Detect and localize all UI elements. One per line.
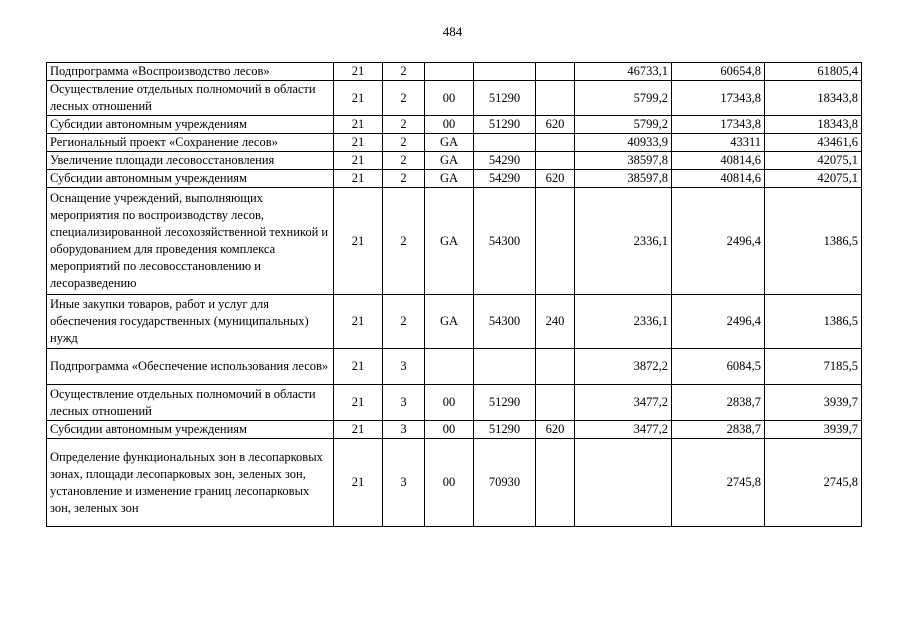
cell-name: Субсидии автономным учреждениям [47, 421, 334, 439]
cell-amount-3: 18343,8 [765, 116, 862, 134]
cell-amount-2: 6084,5 [672, 349, 765, 385]
cell-amount-1: 2336,1 [575, 188, 672, 295]
cell-amount-3: 1386,5 [765, 295, 862, 349]
cell-expense-type [536, 152, 575, 170]
cell-subprogram: 2 [383, 295, 425, 349]
table-row [47, 152, 862, 170]
cell-subprogram: 2 [383, 170, 425, 188]
cell-main-event: 00 [425, 385, 474, 421]
cell-expense-type [536, 188, 575, 295]
cell-amount-3: 18343,8 [765, 81, 862, 116]
cell-amount-1: 38597,8 [575, 170, 672, 188]
cell-amount-1: 2336,1 [575, 295, 672, 349]
cell-program: 21 [334, 188, 383, 295]
cell-expense-type: 620 [536, 116, 575, 134]
cell-subprogram: 3 [383, 439, 425, 527]
cell-name: Осуществление отдельных полномочий в области лесных отношений [47, 81, 334, 116]
cell-program: 21 [334, 116, 383, 134]
cell-name: Подпрограмма «Обеспечение использования лесов» [47, 349, 334, 385]
cell-amount-3: 43461,6 [765, 134, 862, 152]
cell-amount-2: 2496,4 [672, 295, 765, 349]
cell-amount-1: 38597,8 [575, 152, 672, 170]
page-number: 484 [442, 24, 463, 39]
cell-direction: 54290 [474, 152, 536, 170]
table-row [47, 170, 862, 188]
table-row [47, 421, 862, 439]
cell-program: 21 [334, 439, 383, 527]
cell-main-event: 00 [425, 421, 474, 439]
cell-amount-2: 2496,4 [672, 188, 765, 295]
cell-program: 21 [334, 170, 383, 188]
cell-direction [474, 63, 536, 81]
cell-program: 21 [334, 134, 383, 152]
cell-amount-3: 3939,7 [765, 421, 862, 439]
cell-main-event: GA [425, 170, 474, 188]
cell-name: Увеличение площади лесовосстановления [47, 152, 334, 170]
table-row [47, 188, 862, 295]
cell-name: Субсидии автономным учреждениям [47, 170, 334, 188]
table-row [47, 116, 862, 134]
cell-amount-1: 40933,9 [575, 134, 672, 152]
cell-main-event: 00 [425, 81, 474, 116]
cell-expense-type: 620 [536, 421, 575, 439]
cell-amount-3: 42075,1 [765, 152, 862, 170]
cell-main-event: GA [425, 152, 474, 170]
cell-name: Подпрограмма «Воспроизводство лесов» [47, 63, 334, 81]
table-row [47, 81, 862, 116]
cell-program: 21 [334, 349, 383, 385]
cell-direction: 51290 [474, 81, 536, 116]
cell-amount-3: 7185,5 [765, 349, 862, 385]
cell-amount-1: 3872,2 [575, 349, 672, 385]
cell-expense-type [536, 81, 575, 116]
cell-program: 21 [334, 421, 383, 439]
cell-amount-3: 2745,8 [765, 439, 862, 527]
cell-amount-1: 46733,1 [575, 63, 672, 81]
cell-subprogram: 3 [383, 421, 425, 439]
cell-amount-3: 1386,5 [765, 188, 862, 295]
cell-direction: 70930 [474, 439, 536, 527]
cell-expense-type: 240 [536, 295, 575, 349]
cell-direction [474, 134, 536, 152]
cell-direction: 54300 [474, 188, 536, 295]
cell-name: Определение функциональных зон в лесопарковых зонах, площади лесопарковых зон, зеленых зон, установление и изменение границ лесопарковых зон, зеленых зон [47, 439, 334, 527]
table-row [47, 63, 862, 81]
cell-amount-2: 60654,8 [672, 63, 765, 81]
cell-direction [474, 349, 536, 385]
table-row [47, 134, 862, 152]
cell-expense-type: 620 [536, 170, 575, 188]
cell-main-event: GA [425, 188, 474, 295]
table-row [47, 295, 862, 349]
cell-amount-1: 5799,2 [575, 116, 672, 134]
cell-amount-2: 2745,8 [672, 439, 765, 527]
cell-main-event: 00 [425, 439, 474, 527]
cell-program: 21 [334, 63, 383, 81]
cell-subprogram: 2 [383, 63, 425, 81]
cell-main-event: GA [425, 295, 474, 349]
cell-program: 21 [334, 81, 383, 116]
cell-expense-type [536, 439, 575, 527]
cell-direction: 51290 [474, 421, 536, 439]
cell-amount-3: 42075,1 [765, 170, 862, 188]
cell-amount-2: 40814,6 [672, 152, 765, 170]
cell-amount-2: 40814,6 [672, 170, 765, 188]
cell-amount-1 [575, 439, 672, 527]
cell-subprogram: 3 [383, 349, 425, 385]
cell-program: 21 [334, 152, 383, 170]
cell-subprogram: 2 [383, 188, 425, 295]
cell-amount-2: 2838,7 [672, 421, 765, 439]
cell-direction: 51290 [474, 116, 536, 134]
cell-main-event [425, 63, 474, 81]
cell-amount-3: 61805,4 [765, 63, 862, 81]
cell-main-event: 00 [425, 116, 474, 134]
cell-name: Иные закупки товаров, работ и услуг для обеспечения государственных (муниципальных) нужд [47, 295, 334, 349]
cell-name: Оснащение учреждений, выполняющих мероприятия по воспроизводству лесов, специализированной лесохозяйственной техникой и оборудованием для проведения комплекса мероприятий по лесовосстановлению и лесоразведению [47, 188, 334, 295]
cell-main-event: GA [425, 134, 474, 152]
cell-subprogram: 2 [383, 81, 425, 116]
cell-name: Субсидии автономным учреждениям [47, 116, 334, 134]
cell-program: 21 [334, 295, 383, 349]
table-row [47, 349, 862, 385]
cell-direction: 51290 [474, 385, 536, 421]
cell-expense-type [536, 385, 575, 421]
budget-table [46, 62, 862, 527]
cell-direction: 54300 [474, 295, 536, 349]
table-row [47, 439, 862, 527]
cell-program: 21 [334, 385, 383, 421]
cell-amount-1: 5799,2 [575, 81, 672, 116]
cell-amount-2: 17343,8 [672, 116, 765, 134]
cell-subprogram: 2 [383, 134, 425, 152]
cell-subprogram: 3 [383, 385, 425, 421]
cell-expense-type [536, 349, 575, 385]
cell-subprogram: 2 [383, 116, 425, 134]
cell-amount-2: 43311 [672, 134, 765, 152]
table-row [47, 385, 862, 421]
cell-expense-type [536, 134, 575, 152]
cell-amount-2: 17343,8 [672, 81, 765, 116]
cell-amount-1: 3477,2 [575, 421, 672, 439]
cell-amount-1: 3477,2 [575, 385, 672, 421]
cell-expense-type [536, 63, 575, 81]
table-body [47, 63, 862, 527]
cell-main-event [425, 349, 474, 385]
cell-amount-3: 3939,7 [765, 385, 862, 421]
cell-subprogram: 2 [383, 152, 425, 170]
cell-name: Осуществление отдельных полномочий в области лесных отношений [47, 385, 334, 421]
cell-direction: 54290 [474, 170, 536, 188]
cell-amount-2: 2838,7 [672, 385, 765, 421]
cell-name: Региональный проект «Сохранение лесов» [47, 134, 334, 152]
